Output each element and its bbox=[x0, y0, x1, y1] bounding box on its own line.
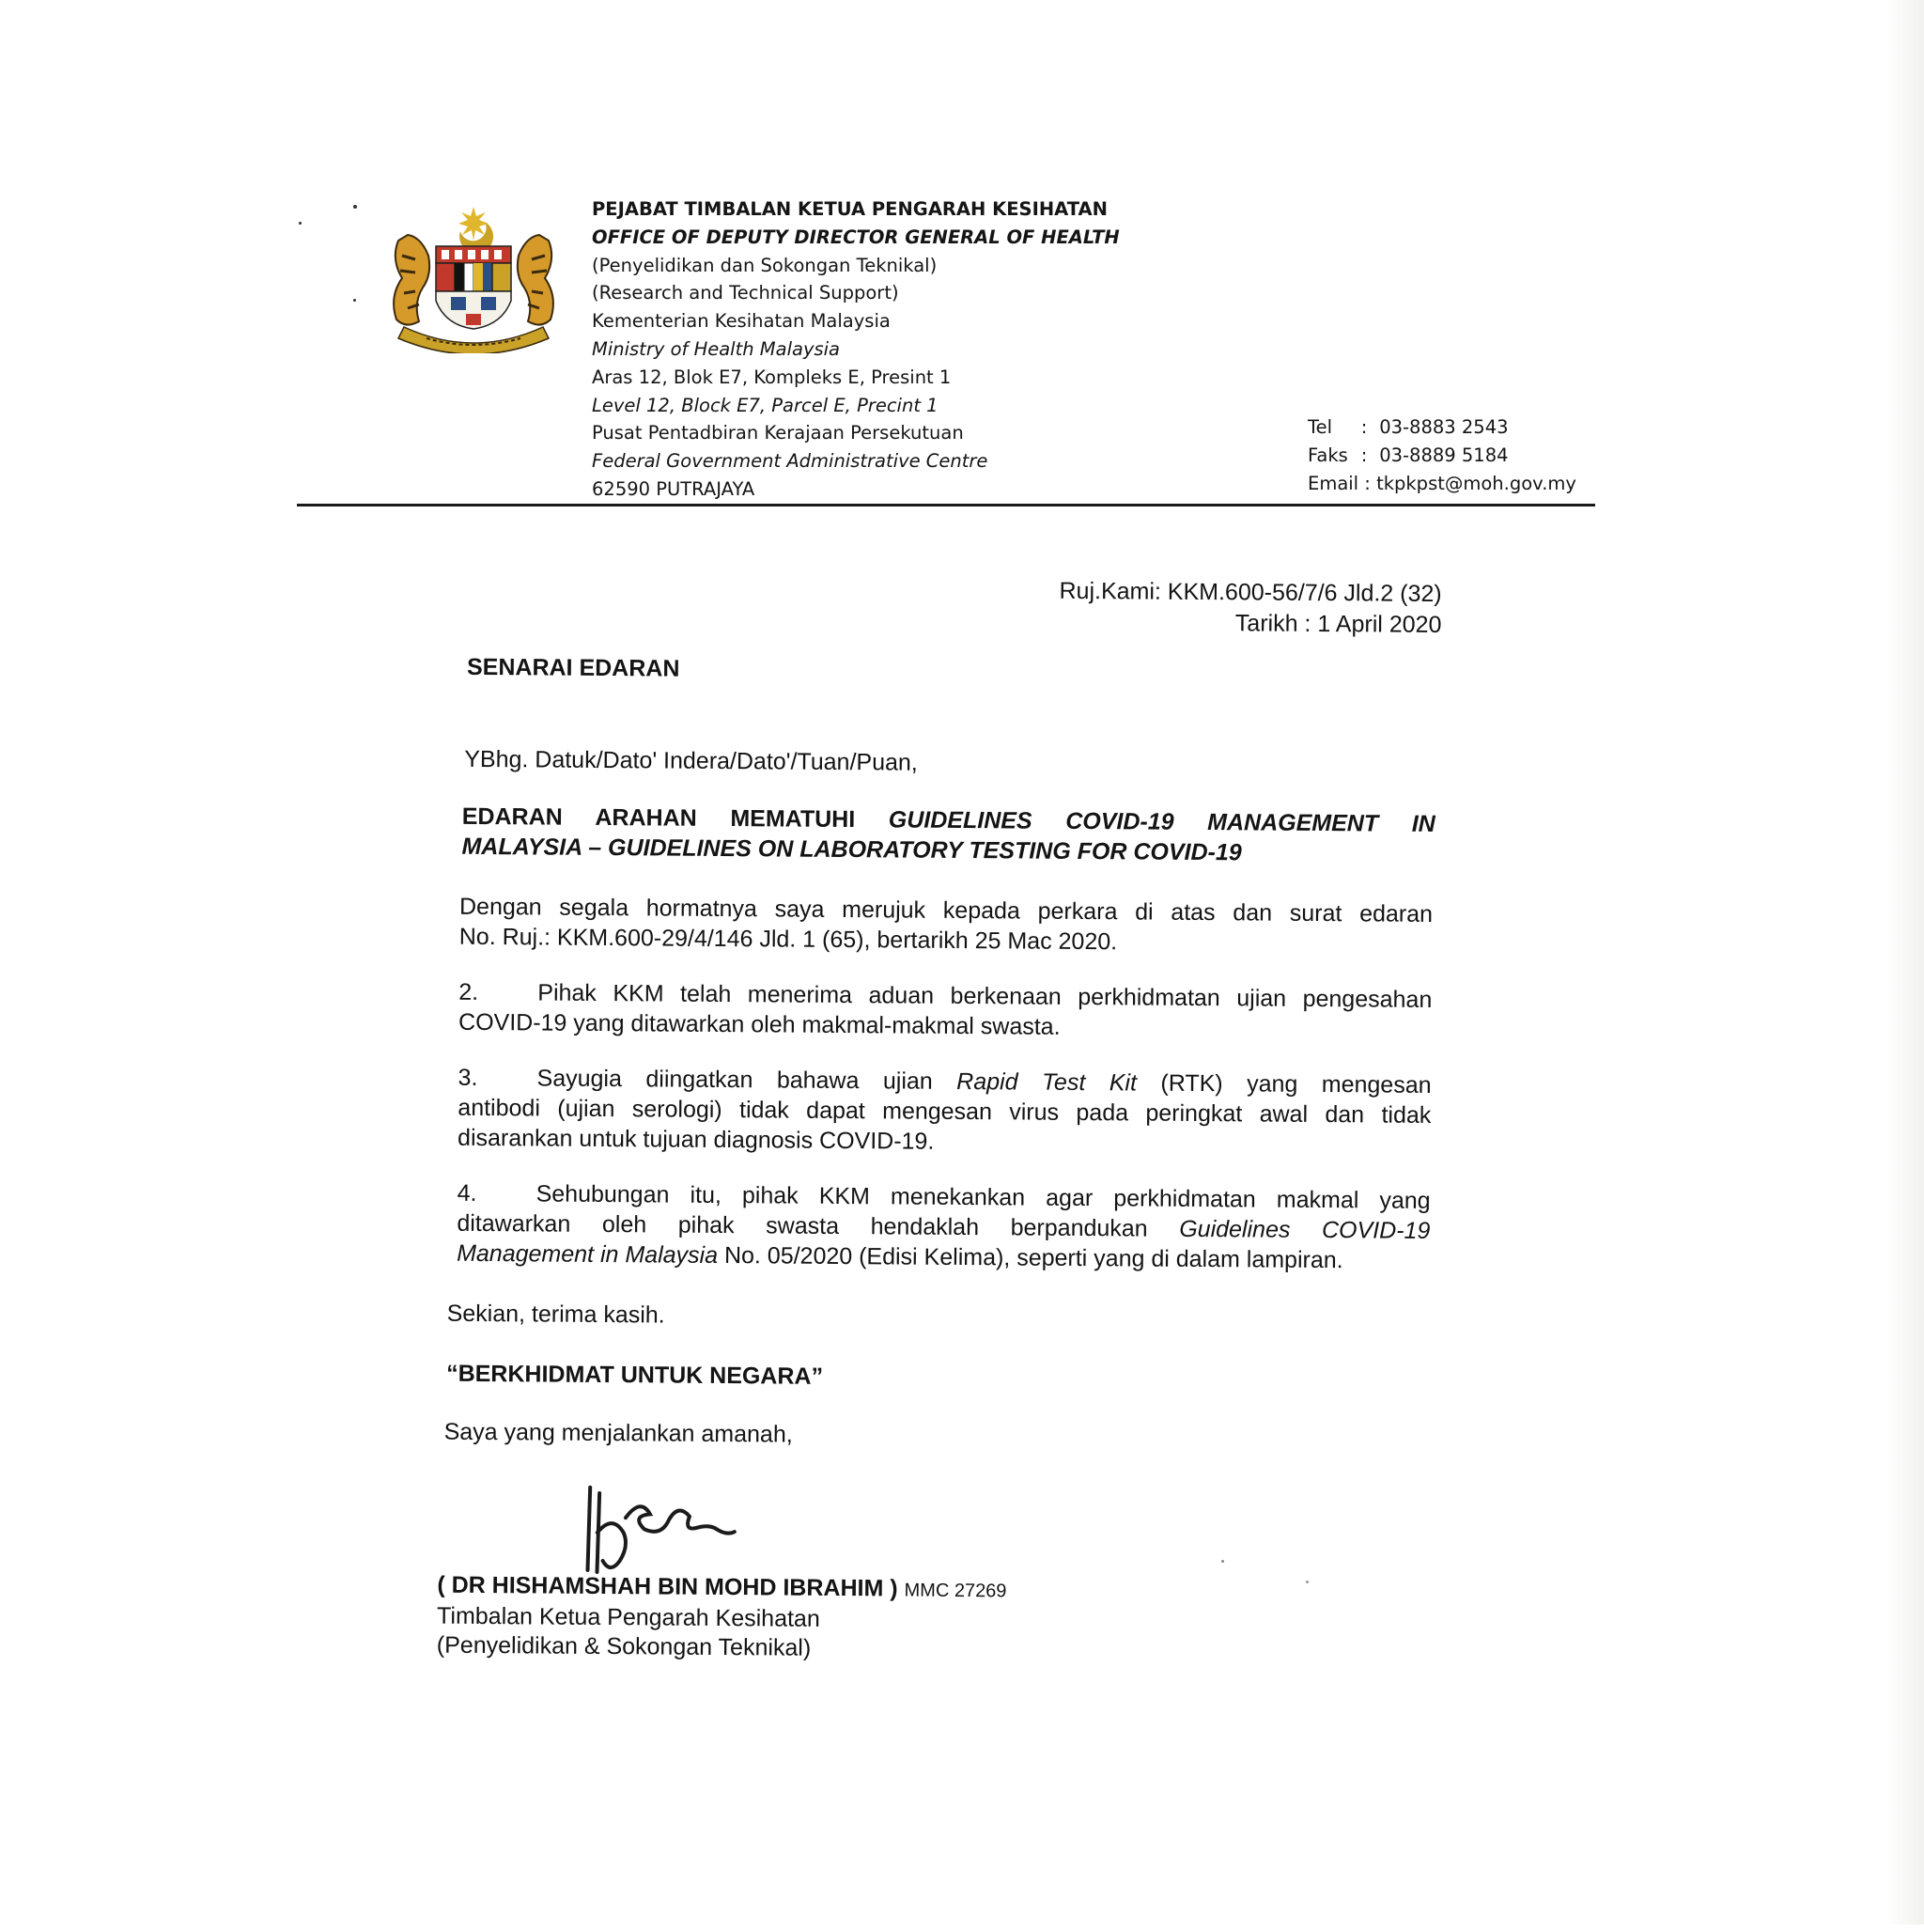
paragraph-4-line-1: Sehubungan itu, pihak KKM menekankan agar perkhidmatan makmal yang bbox=[535, 1180, 1431, 1214]
closing-line: Sekian, terima kasih. bbox=[446, 1300, 665, 1329]
paragraph-4-text-b: Guidelines COVID-19 bbox=[1179, 1215, 1431, 1244]
division-en: (Research and Technical Support) bbox=[592, 282, 899, 304]
fax-row: Faks : 03-8889 5184 bbox=[1308, 442, 1576, 470]
subject-part-a: EDARAN ARAHAN MEMATUHI bbox=[461, 802, 889, 834]
signatory-division: (Penyelidikan & Sokongan Teknikal) bbox=[436, 1631, 812, 1661]
subject-part-b: GUIDELINES COVID-19 MANAGEMENT IN bbox=[888, 806, 1435, 837]
paragraph-4-text-a: ditawarkan oleh pihak swasta hendaklah berpandukan bbox=[457, 1209, 1180, 1242]
paragraph-3 bbox=[458, 1063, 1432, 1161]
email-row: Email : tkpkpst@moh.gov.my bbox=[1308, 472, 1576, 494]
paragraph-1-line-1: Dengan segala hormatnya saya merujuk kepada perkara di atas dan surat edaran bbox=[458, 893, 1434, 927]
paragraph-2 bbox=[458, 977, 1432, 1045]
trust-line: Saya yang menjalankan amanah, bbox=[443, 1418, 793, 1448]
address-line-en: Level 12, Block E7, Parcel E, Precint 1 bbox=[592, 394, 939, 416]
handwritten-signature bbox=[576, 1480, 746, 1584]
paragraph-3-line-3: disarankan untuk tujuan diagnosis COVID-19. bbox=[458, 1124, 935, 1155]
division-ms: (Penyelidikan dan Sokongan Teknikal) bbox=[592, 254, 938, 276]
paragraph-1 bbox=[459, 892, 1433, 959]
tel-row: Tel : 03-8883 2543 bbox=[1308, 413, 1576, 442]
paragraph-3-text-a: Sayugia diingatkan bahawa ujian bbox=[536, 1065, 957, 1095]
ministry-en: Ministry of Health Malaysia bbox=[592, 337, 841, 360]
admin-centre-ms: Pusat Pentadbiran Kerajaan Persekutuan bbox=[592, 422, 964, 444]
email-label: Email bbox=[1308, 472, 1359, 494]
paragraph-2-line-2: COVID-19 yang ditawarkan oleh makmal-makmal swasta. bbox=[458, 1008, 1061, 1040]
signatory-title: Timbalan Ketua Pengarah Kesihatan bbox=[437, 1602, 820, 1632]
ministry-ms: Kementerian Kesihatan Malaysia bbox=[592, 310, 891, 333]
paragraph-3-text-c: (RTK) yang mengesan bbox=[1136, 1069, 1432, 1098]
address-line-ms: Aras 12, Blok E7, Kompleks E, Presint 1 bbox=[592, 366, 952, 388]
paragraph-2-line-1: Pihak KKM telah menerima aduan berkenaan perkhidmatan ujian pengesahan bbox=[537, 979, 1433, 1013]
fax-value: 03-8889 5184 bbox=[1379, 444, 1509, 466]
salutation: YBhg. Datuk/Dato' Indera/Dato'/Tuan/Puan, bbox=[464, 745, 918, 776]
email-value: tkpkpst@moh.gov.my bbox=[1376, 472, 1576, 494]
office-name-en: OFFICE OF DEPUTY DIRECTOR GENERAL OF HEALTH bbox=[592, 226, 1120, 248]
distribution-heading: SENARAI EDARAN bbox=[466, 653, 680, 682]
office-name-ms: PEJABAT TIMBALAN KETUA PENGARAH KESIHATAN bbox=[592, 198, 1108, 220]
admin-centre-en: Federal Government Administrative Centre bbox=[592, 450, 988, 473]
fax-label: Faks bbox=[1308, 444, 1348, 466]
paragraph-3-line-2: antibodi (ujian serologi) tidak dapat mengesan virus pada peringkat awal dan tidak bbox=[458, 1094, 1432, 1129]
reference-block bbox=[1059, 576, 1442, 641]
tel-label: Tel bbox=[1308, 416, 1333, 438]
paragraph-3-text-b: Rapid Test Kit bbox=[956, 1067, 1138, 1097]
signatory-block bbox=[437, 1571, 1007, 1665]
subject-line-2: MALAYSIA – GUIDELINES ON LABORATORY TESTING FOR COVID-19 bbox=[461, 833, 1242, 866]
paragraph-4-number: 4. bbox=[457, 1179, 477, 1207]
signatory-name: ( DR HISHAMSHAH BIN MOHD IBRAHIM ) bbox=[437, 1571, 898, 1602]
letter-date: Tarikh : 1 April 2020 bbox=[1234, 610, 1442, 638]
paragraph-2-number: 2. bbox=[458, 978, 479, 1005]
signatory-mmc: MMC 27269 bbox=[904, 1580, 1007, 1602]
tel-value: 03-8883 2543 bbox=[1379, 416, 1509, 438]
paragraph-4 bbox=[457, 1178, 1431, 1276]
paragraph-4-text-d: No. 05/2020 (Edisi Kelima), seperti yang di dalam lampiran. bbox=[717, 1241, 1343, 1274]
paragraph-4-text-c: Management in Malaysia bbox=[457, 1239, 719, 1269]
subject-heading bbox=[461, 802, 1435, 869]
reference-number: Ruj.Kami: KKM.600-56/7/6 Jld.2 (32) bbox=[1059, 577, 1442, 607]
motto: “BERKHIDMAT UNTUK NEGARA” bbox=[446, 1360, 824, 1390]
paragraph-3-number: 3. bbox=[458, 1064, 478, 1091]
paragraph-1-line-2: No. Ruj.: KKM.600-29/4/146 Jld. 1 (65), bertarikh 25 Mac 2020. bbox=[458, 923, 1118, 956]
postcode-city: 62590 PUTRAJAYA bbox=[592, 477, 755, 500]
